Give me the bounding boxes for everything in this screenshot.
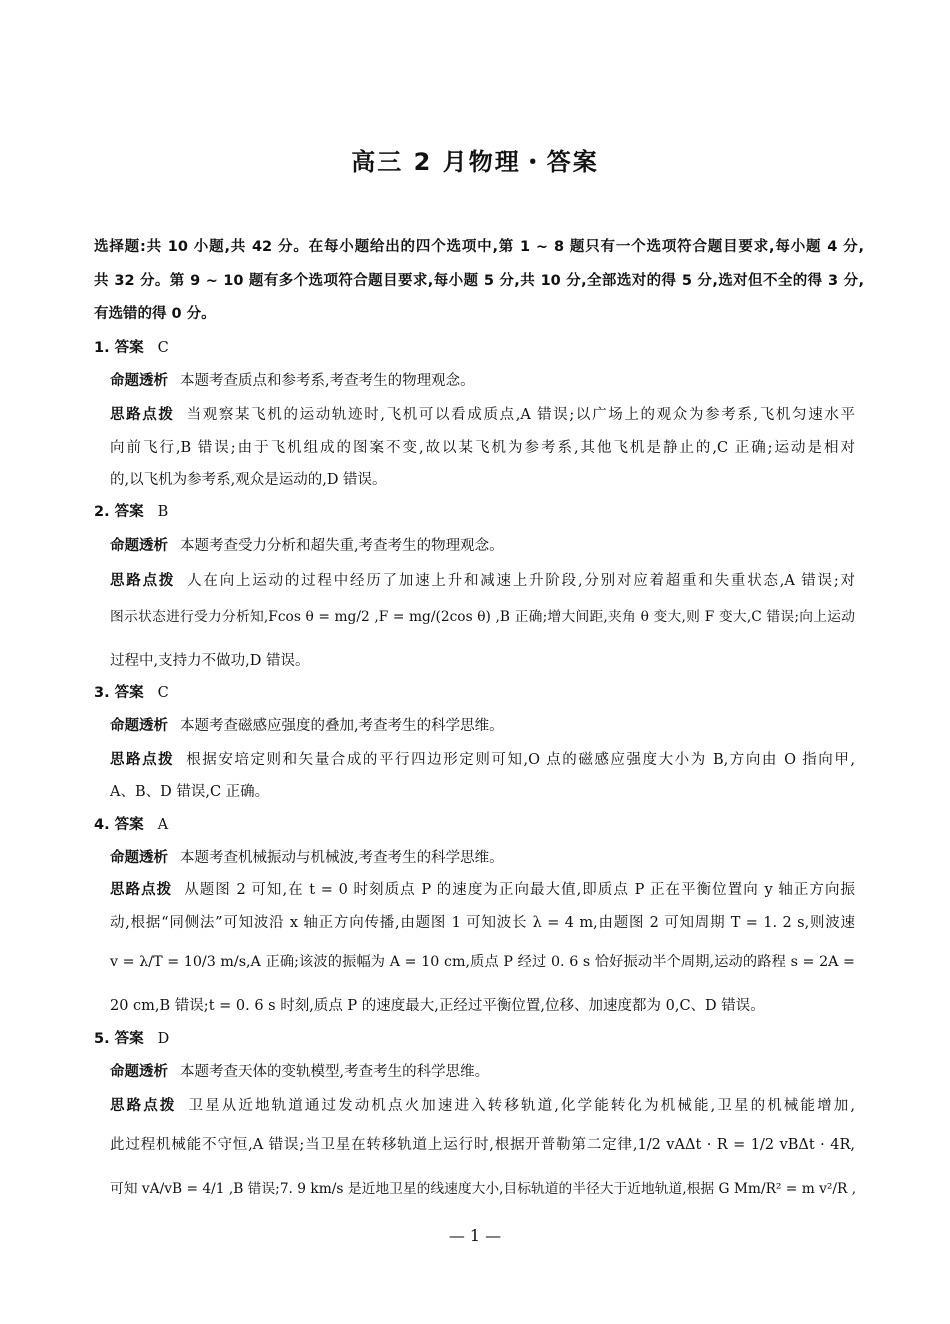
question-1-answer: C <box>157 340 169 356</box>
page-title: 高三 2 月物理・答案 <box>351 148 599 176</box>
question-5-label: 5. 答案 <box>94 1031 144 1047</box>
question-2-solution-line-2: 图示状态进行受力分析知,Fcos θ = mg/2 ,F = mg/(2cos θ) ,B 正确;增大间距,夹角 θ 变大,则 F 变大,C 错误;向上运动 <box>110 609 855 625</box>
question-5-header <box>94 1029 169 1049</box>
intro-line-2: 共 32 分。第 9 ~ 10 题有多个选项符合题目要求,每小题 5 分,共 10 分,全部选对的得 5 分,选对但不全的得 3 分, <box>94 273 864 289</box>
question-1-label: 1. 答案 <box>94 340 144 356</box>
question-1-solution-line-3: 的,以飞机为参考系,观众是运动的,D 错误。 <box>110 472 387 488</box>
question-1-solution-line-2: 向前飞行,B 错误;由于飞机组成的图案不变,故以某飞机为参考系,其他飞机是静止的,C 正确;运动是相对 <box>110 440 855 456</box>
question-3-header <box>94 683 169 703</box>
solution-text: 当观察某飞机的运动轨迹时,飞机可以看成质点,A 错误;以广场上的观众为参考系,飞机匀速水平 <box>186 407 856 423</box>
question-3-answer: C <box>157 685 169 701</box>
question-3-label: 3. 答案 <box>94 685 144 701</box>
analysis-label: 命题透析 <box>110 1064 168 1080</box>
question-2-label: 2. 答案 <box>94 504 144 520</box>
solution-label: 思路点拨 <box>110 752 175 768</box>
analysis-text: 本题考查天体的变轨模型,考查考生的科学思维。 <box>180 1064 490 1080</box>
question-4-solution-line-4: 20 cm,B 错误;t = 0. 6 s 时刻,质点 P 的速度最大,正经过平衡位置,位移、加速度都为 0,C、D 错误。 <box>110 998 765 1014</box>
solution-text: 根据安培定则和矢量合成的平行四边形定则可知,O 点的磁感应强度大小为 B,方向由 O 指向甲, <box>186 752 855 768</box>
solution-label: 思路点拨 <box>110 407 175 423</box>
analysis-label: 命题透析 <box>110 538 168 554</box>
question-1-analysis <box>110 371 855 391</box>
analysis-text: 本题考查受力分析和超失重,考查考生的物理观念。 <box>180 538 504 554</box>
analysis-label: 命题透析 <box>110 850 168 866</box>
question-4-solution-line-1 <box>110 880 855 900</box>
solution-label: 思路点拨 <box>110 573 176 589</box>
question-5-analysis <box>110 1062 855 1082</box>
question-4-analysis <box>110 848 855 868</box>
solution-text: 人在向上运动的过程中经历了加速上升和减速上升阶段,分别对应着超重和失重状态,A 错误;对 <box>187 573 855 589</box>
question-2-solution-line-3: 过程中,支持力不做功,D 错误。 <box>110 653 310 669</box>
analysis-text: 本题考查机械振动与机械波,考查考生的科学思维。 <box>180 850 504 866</box>
solution-label: 思路点拨 <box>110 882 173 898</box>
analysis-text: 本题考查磁感应强度的叠加,考查考生的科学思维。 <box>180 718 504 734</box>
question-4-solution-line-3: v = λ/T = 10/3 m/s,A 正确;该波的振幅为 A = 10 cm,质点 P 经过 0. 6 s 恰好振动半个周期,运动的路程 s = 2A = <box>110 954 855 970</box>
question-5-solution-line-1 <box>110 1096 855 1116</box>
analysis-label: 命题透析 <box>110 718 168 734</box>
question-1-solution-line-1 <box>110 405 855 425</box>
question-3-solution-line-1 <box>110 750 855 770</box>
question-1-header <box>94 338 169 358</box>
page-number: — 1 — <box>448 1226 502 1245</box>
solution-text: 从题图 2 可知,在 t = 0 时刻质点 P 的速度为正向最大值,即质点 P 正在平衡位置向 y 轴正方向振 <box>184 882 856 898</box>
question-3-solution-line-2: A、B、D 错误,C 正确。 <box>110 784 270 800</box>
question-4-label: 4. 答案 <box>94 817 144 833</box>
question-2-header <box>94 502 168 522</box>
solution-text: 卫星从近地轨道通过发动机点火加速进入转移轨道,化学能转化为机械能,卫星的机械能增加, <box>188 1098 856 1114</box>
solution-label: 思路点拨 <box>110 1098 177 1114</box>
analysis-label: 命题透析 <box>110 373 168 389</box>
intro-line-1: 选择题:共 10 小题,共 42 分。在每小题给出的四个选项中,第 1 ~ 8 题只有一个选项符合题目要求,每小题 4 分, <box>94 239 864 255</box>
question-5-solution-line-3: 可知 vA/vB = 4/1 ,B 错误;7. 9 km/s 是近地卫星的线速度大小,目标轨道的半径大于近地轨道,根据 G Mm/R² = m v²/R , <box>110 1181 857 1197</box>
question-2-analysis <box>110 536 855 556</box>
question-2-answer: B <box>157 504 169 520</box>
question-2-solution-line-1 <box>110 571 855 591</box>
question-3-analysis <box>110 716 855 736</box>
question-4-answer: A <box>157 817 169 833</box>
analysis-text: 本题考查质点和参考系,考查考生的物理观念。 <box>180 373 475 389</box>
question-5-answer: D <box>157 1031 170 1047</box>
question-5-solution-line-2: 此过程机械能不守恒,A 错误;当卫星在转移轨道上运行时,根据开普勒第二定律,1/2 vAΔt · R = 1/2 vBΔt · 4R, <box>110 1137 855 1153</box>
question-4-header <box>94 815 168 835</box>
intro-line-3: 有选错的得 0 分。 <box>94 306 216 322</box>
question-4-solution-line-2: 动,根据“同侧法”可知波沿 x 轴正方向传播,由题图 1 可知波长 λ = 4 m,由题图 2 可知周期 T = 1. 2 s,则波速 <box>110 915 855 931</box>
